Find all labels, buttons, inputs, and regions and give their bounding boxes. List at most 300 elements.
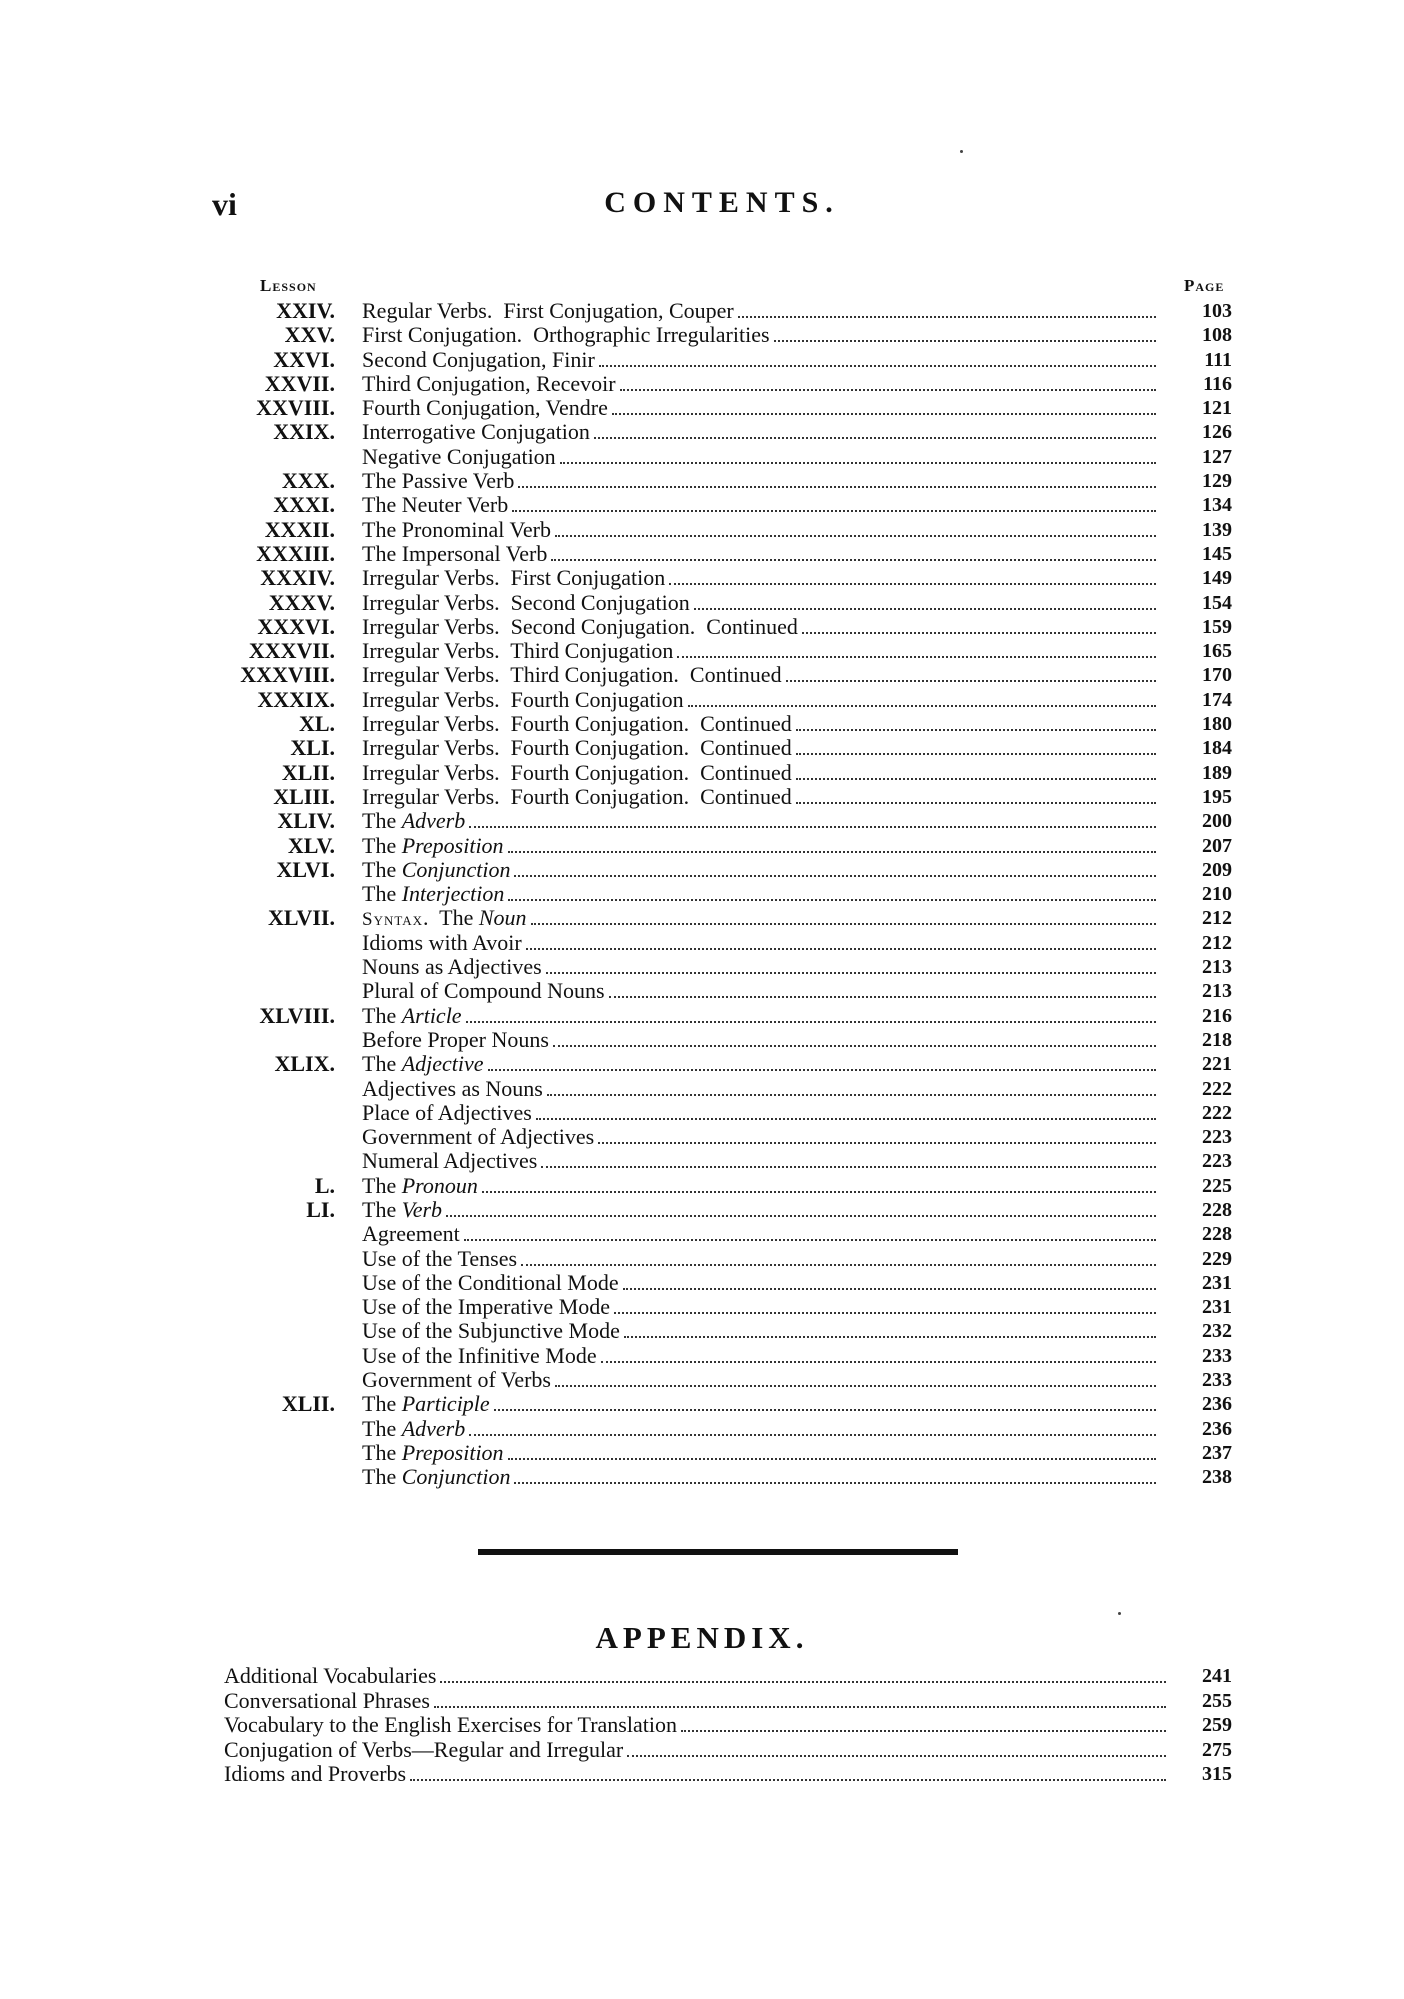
entry-text: Participle <box>401 1392 490 1417</box>
lesson-number: XLII. <box>281 1391 335 1417</box>
table-of-contents <box>200 299 1240 1490</box>
entry-title <box>362 1392 1160 1417</box>
entry-title <box>362 420 1160 445</box>
toc-row <box>200 1465 1240 1489</box>
lesson-column-header: Lesson <box>260 276 317 295</box>
page-header <box>212 186 1232 226</box>
lesson-number: XXIV. <box>276 298 335 323</box>
toc-row <box>200 1392 1240 1416</box>
dot-leader <box>512 510 1156 512</box>
page-number-ref: 184 <box>1202 737 1232 760</box>
dot-leader <box>681 1730 1166 1732</box>
page-number: vi <box>212 186 237 222</box>
entry-text: The <box>362 1052 402 1077</box>
toc-row <box>200 785 1240 809</box>
dot-leader <box>469 1434 1156 1436</box>
lesson-number: XLIV. <box>277 808 335 834</box>
lesson-number: XXVIII. <box>256 395 335 421</box>
entry-title <box>362 1344 1160 1369</box>
page-number-ref: 259 <box>1202 1714 1232 1736</box>
toc-row <box>200 299 1240 323</box>
toc-row <box>200 906 1240 930</box>
page-number-ref: 121 <box>1202 397 1232 420</box>
entry-title <box>362 591 1160 616</box>
lesson-number: XXXI. <box>273 492 335 518</box>
lesson-number: XXXIX. <box>257 686 335 712</box>
entry-title <box>362 882 1160 907</box>
entry-title <box>362 445 1160 470</box>
page-number-ref: 228 <box>1202 1198 1232 1221</box>
dot-leader <box>541 1166 1156 1168</box>
appendix-title: APPENDIX. <box>595 1620 809 1655</box>
entry-text: Conjunction <box>401 1465 511 1490</box>
entry-text: The <box>362 882 402 907</box>
dot-leader <box>514 875 1156 877</box>
dot-leader <box>786 680 1156 682</box>
toc-row <box>200 1004 1240 1028</box>
entry-text: The Neuter Verb <box>362 493 509 518</box>
dot-leader <box>620 389 1156 391</box>
dot-leader <box>555 1385 1156 1387</box>
dot-leader <box>796 778 1156 780</box>
lesson-number: XLII. <box>281 759 335 785</box>
lesson-number: XXX. <box>281 468 335 494</box>
lesson-number: LI. <box>306 1196 335 1222</box>
dot-leader <box>688 705 1156 707</box>
entry-title <box>362 663 1160 688</box>
dot-leader <box>466 1021 1156 1023</box>
entry-text: The <box>362 1440 402 1465</box>
entry-title <box>362 688 1160 713</box>
toc-row <box>200 372 1240 396</box>
lesson-number: XXXVII. <box>248 638 335 664</box>
entry-title <box>362 906 1160 932</box>
toc-row <box>200 493 1240 517</box>
page-number-ref: 127 <box>1202 445 1232 468</box>
entry-title <box>362 1149 1160 1174</box>
toc-row <box>200 1198 1240 1222</box>
page-number-ref: 207 <box>1202 834 1232 857</box>
entry-text: Use of the Tenses <box>362 1246 518 1271</box>
lesson-number: XXVI. <box>273 346 335 372</box>
dot-leader <box>531 923 1156 925</box>
entry-title <box>362 1125 1160 1150</box>
lesson-number: XL. <box>298 711 335 737</box>
entry-text: . The <box>423 906 479 931</box>
dot-leader <box>614 1312 1156 1314</box>
dot-leader <box>612 413 1156 415</box>
appendix-entry-text: Additional Vocabularies <box>224 1664 437 1688</box>
page-number-ref: 238 <box>1202 1466 1232 1489</box>
appendix-entry-text: Idioms and Proverbs <box>224 1762 407 1786</box>
dot-leader <box>774 340 1156 342</box>
page-number-ref: 233 <box>1202 1344 1232 1367</box>
dot-leader <box>555 535 1156 537</box>
page-number-ref: 129 <box>1202 470 1232 493</box>
page-number-ref: 229 <box>1202 1247 1232 1270</box>
page-number-ref: 218 <box>1202 1028 1232 1051</box>
entry-title <box>362 1465 1160 1490</box>
entry-text: First Conjugation. Orthographic Irregularities <box>362 323 770 348</box>
dot-leader <box>464 1239 1156 1241</box>
page-number-ref: 222 <box>1202 1077 1232 1100</box>
page-number-ref: 159 <box>1202 615 1232 638</box>
toc-row <box>200 1368 1240 1392</box>
lesson-number: XXXII. <box>264 516 335 542</box>
entry-title <box>362 1441 1160 1466</box>
entry-text: The <box>362 1173 402 1198</box>
entry-title <box>362 955 1160 980</box>
page-number-ref: 315 <box>1202 1763 1232 1785</box>
dot-leader <box>598 1142 1156 1144</box>
page-number-ref: 108 <box>1202 324 1232 347</box>
entry-text: Noun <box>478 906 527 931</box>
dot-leader <box>609 996 1156 998</box>
entry-text: Regular Verbs. First Conjugation, Couper <box>362 299 734 323</box>
toc-row <box>200 858 1240 882</box>
page-number-ref: 237 <box>1202 1441 1232 1464</box>
page-number-ref: 139 <box>1202 518 1232 541</box>
entry-text: The <box>362 857 402 882</box>
entry-text: Irregular Verbs. First Conjugation <box>362 566 666 591</box>
toc-row <box>200 1271 1240 1295</box>
entry-title <box>362 1028 1160 1053</box>
entry-title <box>362 639 1160 664</box>
page-number-ref: 200 <box>1202 810 1232 833</box>
toc-row <box>200 615 1240 639</box>
entry-title <box>362 348 1160 373</box>
appendix-list <box>224 1664 1240 1787</box>
dot-leader <box>482 1191 1156 1193</box>
entry-text: Adverb <box>401 809 466 834</box>
entry-title <box>362 1101 1160 1126</box>
entry-title <box>362 858 1160 883</box>
page-number-ref: 145 <box>1202 542 1232 565</box>
entry-title <box>362 469 1160 494</box>
entry-text: Adjectives as Nouns <box>362 1076 543 1101</box>
entry-title <box>362 566 1160 591</box>
dot-leader <box>796 729 1156 731</box>
lesson-number: XLVI. <box>276 856 335 882</box>
toc-row <box>200 1417 1240 1441</box>
toc-row <box>200 979 1240 1003</box>
toc-row <box>200 445 1240 469</box>
dot-leader <box>599 365 1156 367</box>
appendix-entry <box>224 1738 1170 1763</box>
toc-row <box>200 1174 1240 1198</box>
entry-text: The Impersonal Verb <box>362 541 548 566</box>
lesson-number: XLI. <box>290 735 335 761</box>
dot-leader <box>547 1094 1156 1096</box>
entry-title <box>362 931 1160 956</box>
entry-text: Article <box>401 1003 462 1028</box>
toc-row <box>200 1149 1240 1173</box>
toc-row <box>200 396 1240 420</box>
entry-text: Government of Verbs <box>362 1368 551 1393</box>
dot-leader <box>508 851 1156 853</box>
dot-leader <box>494 1409 1156 1411</box>
page-number-ref: 228 <box>1202 1223 1232 1246</box>
entry-text: Plural of Compound Nouns <box>362 979 605 1004</box>
appendix-entry-text: Conjugation of Verbs—Regular and Irregular <box>224 1737 624 1762</box>
appendix-row <box>224 1738 1240 1763</box>
toc-row <box>200 1101 1240 1125</box>
dot-leader <box>624 1336 1156 1338</box>
entry-title <box>362 1222 1160 1247</box>
page-number-ref: 231 <box>1202 1271 1232 1294</box>
stray-mark <box>960 150 963 153</box>
entry-title <box>362 396 1160 421</box>
page-number-ref: 212 <box>1202 907 1232 930</box>
entry-text: Idioms with Avoir <box>362 930 522 955</box>
page-number-ref: 223 <box>1202 1126 1232 1149</box>
dot-leader <box>440 1681 1166 1683</box>
page-number-ref: 231 <box>1202 1296 1232 1319</box>
appendix-row <box>224 1762 1240 1787</box>
dot-leader <box>536 1118 1156 1120</box>
entry-text: Negative Conjugation <box>362 444 556 469</box>
dot-leader <box>796 753 1156 755</box>
toc-row <box>200 420 1240 444</box>
toc-row <box>200 882 1240 906</box>
appendix-row <box>224 1713 1240 1738</box>
dot-leader <box>546 972 1156 974</box>
entry-title <box>362 615 1160 640</box>
page-number-ref: 170 <box>1202 664 1232 687</box>
toc-row <box>200 1441 1240 1465</box>
lesson-number: XXV. <box>284 322 335 348</box>
entry-text: Interrogative Conjugation <box>362 420 590 445</box>
page-number-ref: 225 <box>1202 1174 1232 1197</box>
entry-title <box>362 712 1160 737</box>
page-number-ref: 275 <box>1202 1738 1232 1761</box>
dot-leader <box>560 462 1156 464</box>
page-number-ref: 213 <box>1202 980 1232 1003</box>
toc-row <box>200 566 1240 590</box>
entry-text: Use of the Imperative Mode <box>362 1295 611 1320</box>
dot-leader <box>526 948 1156 950</box>
lesson-number: XXVII. <box>264 370 335 396</box>
dot-leader <box>469 826 1156 828</box>
appendix-entry-text: Vocabulary to the English Exercises for Translation <box>224 1713 677 1737</box>
dot-leader <box>627 1755 1166 1757</box>
lesson-number: XXXIV. <box>260 565 335 591</box>
entry-title <box>362 1198 1160 1223</box>
page-number-ref: 103 <box>1202 300 1232 322</box>
appendix-row <box>224 1664 1240 1689</box>
page-number-ref: 209 <box>1202 858 1232 881</box>
page-number-ref: 241 <box>1202 1665 1232 1687</box>
page-number-ref: 210 <box>1202 883 1232 906</box>
page-number-ref: 111 <box>1204 348 1232 371</box>
page-number-ref: 233 <box>1202 1369 1232 1392</box>
entry-text: Irregular Verbs. Fourth Conjugation. Continued <box>362 736 792 761</box>
dot-leader <box>434 1706 1166 1708</box>
toc-row <box>200 761 1240 785</box>
dot-leader <box>738 316 1156 318</box>
dot-leader <box>446 1215 1156 1217</box>
entry-title <box>362 323 1160 348</box>
dot-leader <box>514 1482 1156 1484</box>
toc-row <box>200 348 1240 372</box>
toc-row <box>200 663 1240 687</box>
entry-text: Irregular Verbs. Third Conjugation. Continued <box>362 663 782 688</box>
toc-row <box>200 1077 1240 1101</box>
stray-mark <box>1118 1612 1121 1615</box>
entry-text: Verb <box>401 1197 443 1222</box>
entry-title <box>362 1417 1160 1442</box>
lesson-number: XXXIII. <box>256 540 335 566</box>
page-number-ref: 223 <box>1202 1150 1232 1173</box>
toc-row <box>200 639 1240 663</box>
page-number-ref: 189 <box>1202 761 1232 784</box>
entry-text: The <box>362 1392 402 1417</box>
entry-text: Pronoun <box>401 1173 478 1198</box>
entry-text: Use of the Conditional Mode <box>362 1270 619 1295</box>
dot-leader <box>796 802 1156 804</box>
entry-text: Agreement <box>362 1222 460 1247</box>
entry-text: Use of the Infinitive Mode <box>362 1343 597 1368</box>
lesson-number: XXXVIII. <box>240 662 335 688</box>
lesson-number: XLV. <box>287 832 335 858</box>
entry-text: Place of Adjectives <box>362 1100 532 1125</box>
lesson-number: XLIII. <box>273 783 335 809</box>
dot-leader <box>677 656 1156 658</box>
entry-title <box>362 834 1160 859</box>
entry-title <box>362 1295 1160 1320</box>
entry-text: Irregular Verbs. Fourth Conjugation. Continued <box>362 760 792 785</box>
entry-title <box>362 1319 1160 1344</box>
page-number-ref: 221 <box>1202 1053 1232 1076</box>
toc-row <box>200 323 1240 347</box>
entry-title <box>362 372 1160 397</box>
entry-text: Government of Adjectives <box>362 1125 595 1150</box>
toc-row <box>200 542 1240 566</box>
entry-title <box>362 809 1160 834</box>
entry-text: Syntax <box>362 909 424 931</box>
dot-leader <box>601 1361 1156 1363</box>
toc-row <box>200 1295 1240 1319</box>
dot-leader <box>551 559 1156 561</box>
page-number-ref: 165 <box>1202 640 1232 663</box>
page-column-header: Page <box>1184 276 1225 295</box>
entry-text: Irregular Verbs. Fourth Conjugation. Continued <box>362 784 792 809</box>
entry-title <box>362 761 1160 786</box>
lesson-number: XLIX. <box>274 1051 335 1077</box>
dot-leader <box>518 486 1156 488</box>
appendix-entry <box>224 1664 1170 1689</box>
appendix-entry <box>224 1689 1170 1714</box>
toc-row <box>200 518 1240 542</box>
entry-title <box>362 299 1160 324</box>
entry-text: Irregular Verbs. Second Conjugation. Continued <box>362 614 798 639</box>
toc-row <box>200 712 1240 736</box>
entry-title <box>362 542 1160 567</box>
section-divider <box>478 1549 958 1555</box>
page-title: CONTENTS. <box>604 186 840 219</box>
appendix-entry-text: Conversational Phrases <box>224 1688 430 1713</box>
entry-text: Adverb <box>401 1416 466 1441</box>
dot-leader <box>508 1458 1156 1460</box>
entry-text: Adjective <box>401 1052 484 1077</box>
dot-leader <box>508 899 1156 901</box>
entry-text: The <box>362 1416 402 1441</box>
page-number-ref: 149 <box>1202 567 1232 590</box>
dot-leader <box>594 437 1156 439</box>
entry-title <box>362 1368 1160 1393</box>
toc-row <box>200 834 1240 858</box>
entry-title <box>362 1271 1160 1296</box>
lesson-number: XXXV. <box>268 589 335 615</box>
toc-row <box>200 931 1240 955</box>
appendix-entry <box>224 1762 1170 1787</box>
entry-text: Preposition <box>401 1440 504 1465</box>
dot-leader <box>553 1045 1156 1047</box>
entry-text: The <box>362 1197 402 1222</box>
dot-leader <box>694 608 1156 610</box>
entry-text: Preposition <box>401 833 504 858</box>
entry-text: Conjunction <box>401 857 511 882</box>
entry-title <box>362 1174 1160 1199</box>
entry-text: Irregular Verbs. Third Conjugation <box>362 639 674 664</box>
entry-text: The <box>362 833 402 858</box>
lesson-number: XXIX. <box>273 419 335 445</box>
dot-leader <box>802 632 1156 634</box>
toc-row <box>200 809 1240 833</box>
dot-leader <box>410 1779 1166 1781</box>
entry-text: Third Conjugation, Recevoir <box>362 371 616 396</box>
entry-text: Numeral Adjectives <box>362 1149 538 1174</box>
dot-leader <box>623 1288 1156 1290</box>
page-number-ref: 116 <box>1203 372 1232 395</box>
page-number-ref: 232 <box>1202 1320 1232 1343</box>
toc-row <box>200 1052 1240 1076</box>
entry-text: Fourth Conjugation, Vendre <box>362 396 608 421</box>
page-number-ref: 195 <box>1202 785 1232 808</box>
appendix-entry <box>224 1713 1170 1738</box>
page-number-ref: 180 <box>1202 713 1232 736</box>
entry-text: The Passive Verb <box>362 469 515 494</box>
dot-leader <box>669 583 1156 585</box>
entry-title <box>362 1247 1160 1272</box>
lesson-number: L. <box>314 1172 335 1198</box>
page-number-ref: 255 <box>1202 1689 1232 1712</box>
entry-title <box>362 785 1160 810</box>
page-number-ref: 126 <box>1202 421 1232 444</box>
entry-text: The Pronominal Verb <box>362 517 552 542</box>
page-number-ref: 236 <box>1202 1417 1232 1440</box>
entry-title <box>362 518 1160 543</box>
entry-text: The <box>362 809 402 834</box>
page-number-ref: 134 <box>1202 494 1232 517</box>
entry-text: Interjection <box>401 882 505 907</box>
toc-row <box>200 1222 1240 1246</box>
toc-row <box>200 736 1240 760</box>
entry-text: Use of the Subjunctive Mode <box>362 1319 620 1344</box>
appendix-row <box>224 1689 1240 1714</box>
page-number-ref: 222 <box>1202 1101 1232 1124</box>
page-number-ref: 216 <box>1202 1004 1232 1027</box>
entry-text: Irregular Verbs. Fourth Conjugation <box>362 687 684 712</box>
toc-row <box>200 1319 1240 1343</box>
toc-row <box>200 955 1240 979</box>
entry-title <box>362 1004 1160 1029</box>
dot-leader <box>488 1069 1156 1071</box>
entry-text: The <box>362 1003 402 1028</box>
toc-row <box>200 469 1240 493</box>
page-number-ref: 236 <box>1202 1393 1232 1416</box>
entry-text: Nouns as Adjectives <box>362 955 542 980</box>
